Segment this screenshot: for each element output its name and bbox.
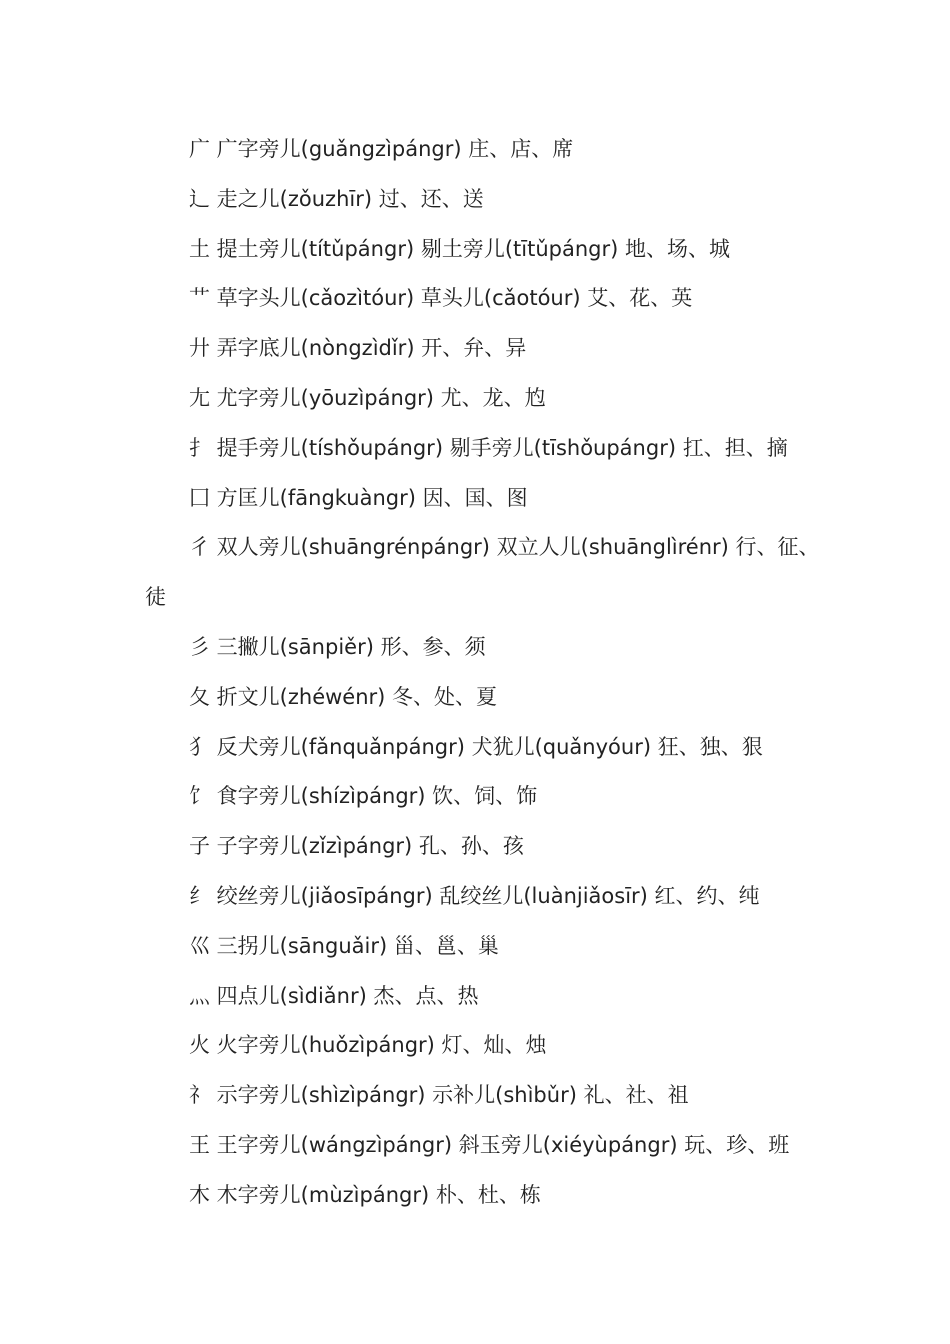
radical-line: 彳 双人旁儿(shuāngrénpángr) 双立人儿(shuānglìrénr) 行、征、 bbox=[189, 535, 820, 560]
radical-line: 囗 方匡儿(fāngkuàngr) 因、国、图 bbox=[189, 485, 528, 510]
radical-line: 巛 三拐儿(sānguǎir) 甾、邕、巢 bbox=[189, 933, 499, 958]
radical-line: 扌 提手旁儿(tíshǒupángr) 剔手旁儿(tīshǒupángr) 扛、担、摘 bbox=[189, 435, 788, 460]
radical-line: 饣 食字旁儿(shízìpángr) 饮、饲、饰 bbox=[189, 784, 538, 809]
radical-line-continuation: 徒 bbox=[145, 585, 166, 610]
radical-line: 尢 尤字旁儿(yōuzìpángr) 尤、龙、尥 bbox=[189, 385, 546, 410]
radical-line: 土 提土旁儿(títǔpángr) 剔土旁儿(tītǔpángr) 地、场、城 bbox=[189, 236, 730, 261]
radical-line: 礻 示字旁儿(shìzìpángr) 示补儿(shìbǔr) 礼、社、祖 bbox=[189, 1083, 689, 1108]
radical-line: 灬 四点儿(sìdiǎnr) 杰、点、热 bbox=[189, 983, 479, 1008]
radical-line: 廾 弄字底儿(nòngzìdǐr) 开、弁、异 bbox=[189, 336, 527, 361]
radical-line: 彡 三撇儿(sānpiěr) 形、参、须 bbox=[189, 634, 486, 659]
radical-list bbox=[145, 128, 825, 1224]
radical-line: 艹 草字头儿(cǎozìtóur) 草头儿(cǎotóur) 艾、花、英 bbox=[189, 286, 693, 311]
radical-line: 夂 折文儿(zhéwénr) 冬、处、夏 bbox=[189, 684, 498, 709]
radical-line: 火 火字旁儿(huǒzìpángr) 灯、灿、烛 bbox=[189, 1033, 547, 1058]
radical-line: 木 木字旁儿(mùzìpángr) 朴、杜、栋 bbox=[189, 1182, 541, 1207]
radical-line: 纟 绞丝旁儿(jiǎosīpángr) 乱绞丝儿(luànjiǎosīr) 红、约、纯 bbox=[189, 883, 760, 908]
radical-line: 王 王字旁儿(wángzìpángr) 斜玉旁儿(xiéyùpángr) 玩、珍、班 bbox=[189, 1132, 790, 1157]
radical-line: 子 子字旁儿(zǐzìpángr) 孔、孙、孩 bbox=[189, 834, 524, 859]
radical-line: 辶 走之儿(zǒuzhīr) 过、还、送 bbox=[189, 186, 484, 211]
radical-line: 广 广字旁儿(guǎngzìpángr) 庄、店、席 bbox=[189, 137, 574, 161]
radical-line: 犭 反犬旁儿(fǎnquǎnpángr) 犬犹儿(quǎnyóur) 狂、独、狠 bbox=[189, 734, 763, 759]
